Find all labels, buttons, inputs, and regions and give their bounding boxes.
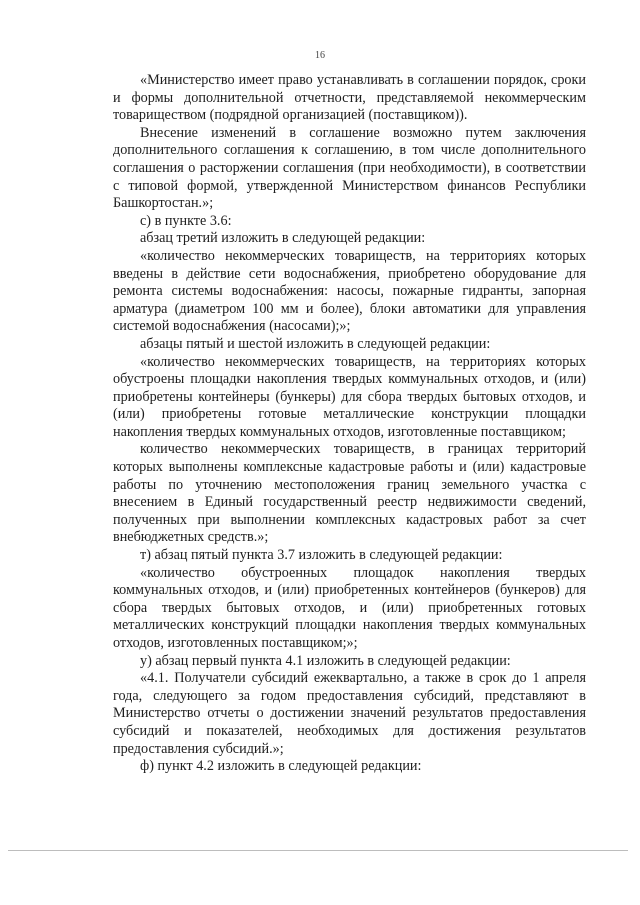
paragraph: «количество некоммерческих товариществ, на территориях которых введены в действие сети водоснабжения, приобретено оборудование для ремонта системы водоснабжения: насосы, пожарные гидранты, запорная арматура (диаметром 100 мм и более), блоки автоматики для управления системой водоснабжения (насосами);»;: [113, 247, 586, 335]
paragraph: количество некоммерческих товариществ, в границах территорий которых выполнены комплексные кадастровые работы и (или) кадастровые работы по уточнению местоположения границ земельного участка с внесением в Единый государственный реестр недвижимости сведений, полученных при выполнении комплексных кадастровых работ за счет внебюджетных средств.»;: [113, 441, 586, 546]
page-number: 16: [315, 50, 325, 61]
paragraph: абзацы пятый и шестой изложить в следующей редакции:: [140, 335, 491, 352]
paragraph: «4.1. Получатели субсидий ежеквартально, а также в срок до 1 апреля года, следующего за годом предоставления субсидий, представляют в Министерство отчеты о достижении значений результатов предоставления субсидий и показателей, необходимых для достижения результатов предоставления субсидий.»;: [113, 670, 586, 757]
paragraph: с) в пункте 3.6:: [140, 212, 232, 229]
document-body: [113, 72, 586, 776]
paragraph: абзац третий изложить в следующей редакции:: [140, 230, 426, 247]
paragraph: ф) пункт 4.2 изложить в следующей редакции:: [140, 758, 422, 775]
paragraph: т) абзац пятый пункта 3.7 изложить в следующей редакции:: [140, 547, 503, 564]
paragraph: Внесение изменений в соглашение возможно путем заключения дополнительного соглашения к соглашению, в том числе дополнительного соглашения о расторжении соглашения (при необходимости), в соответствии с типовой формой, утвержденной Министерством финансов Республики Башкортостан.»;: [113, 124, 586, 212]
paragraph: «количество некоммерческих товариществ, на территориях которых обустроены площадки накопления твердых коммунальных отходов, и (или) приобретены контейнеры (бункеры) для сбора твердых бытовых отходов, и (или) приобретены готовые металлические конструкции площадки накопления твердых коммунальных отходов, изготовленные поставщиком;: [113, 353, 586, 440]
paragraph: «количество обустроенных площадок накопления твердых коммунальных отходов, и (или) приобретенных контейнеров (бункеров) для сбора твердых бытовых отходов, и (или) приобретенных готовых металлических конструкций площадки накопления твердых коммунальных отходов, изготовленных поставщиком;»;: [113, 564, 586, 651]
paragraph: «Министерство имеет право устанавливать в соглашении порядок, сроки и формы дополнительной отчетности, представляемой некоммерческим товариществом (подрядной организацией (поставщиком)).: [113, 72, 586, 124]
page-divider: [8, 850, 628, 851]
paragraph: у) абзац первый пункта 4.1 изложить в следующей редакции:: [140, 652, 511, 669]
